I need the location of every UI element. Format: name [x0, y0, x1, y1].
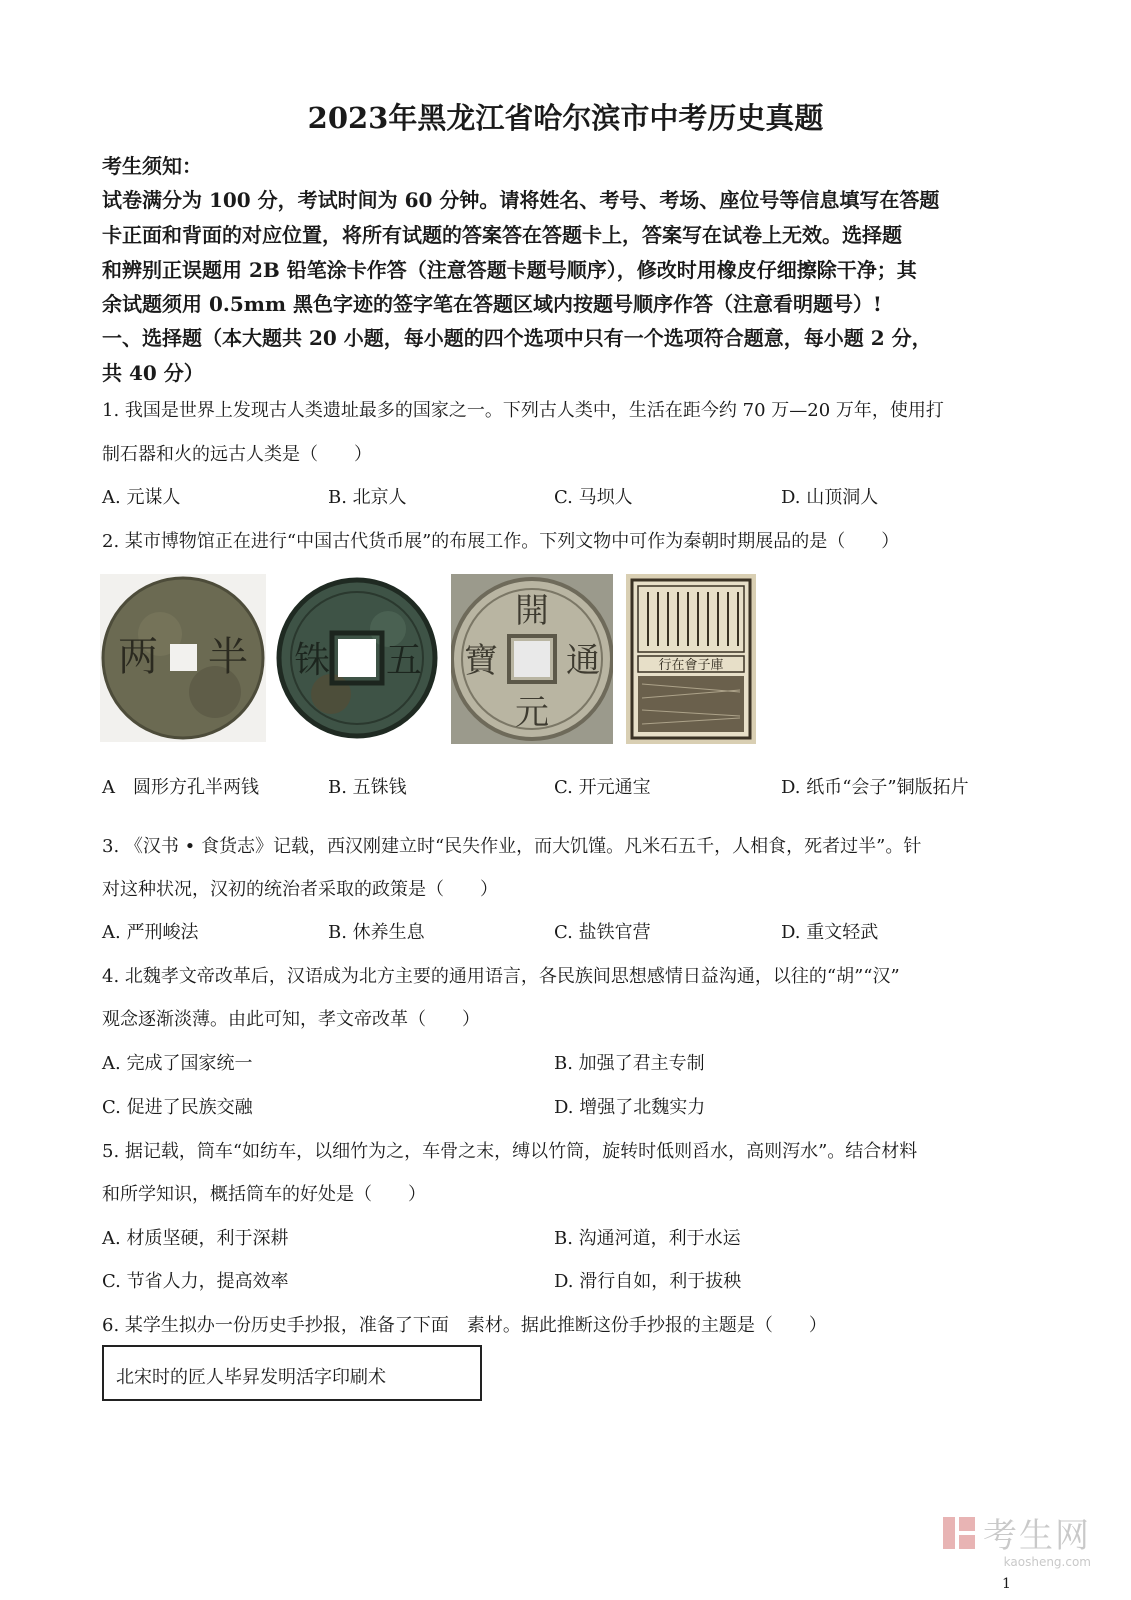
- banknote-label: 行在會子庫: [658, 658, 724, 673]
- notice-line-1: 试卷满分为 100 分，考试时间为 60 分钟。请将姓名、考号、考场、座位号等信息填写在答题: [102, 188, 940, 212]
- watermark: [941, 1508, 1091, 1569]
- watermark-logo-icon: [941, 1515, 977, 1551]
- coin-c-char-top: 開: [515, 591, 549, 631]
- q1-option-a: A. 元谋人: [102, 487, 181, 508]
- q1-option-b: B. 北京人: [328, 487, 407, 508]
- page-number: 1: [1002, 1576, 1011, 1592]
- q5-option-d: D. 滑行自如，利于拔秧: [554, 1271, 742, 1292]
- q6-material-box: [102, 1345, 482, 1401]
- q6-stem: 6. 某学生拟办一份历史手抄报，准备了下面 素材。据此推断这份手抄报的主题是（ ）: [102, 1315, 827, 1336]
- kaiyuan-coin-image: [451, 574, 613, 744]
- ban-liang-coin-image: [100, 574, 266, 742]
- notice-line-2: 卡正面和背面的对应位置，将所有试题的答案答在答题卡上，答案写在试卷上无效。选择题: [102, 223, 902, 247]
- q4-option-b: B. 加强了君主专制: [554, 1053, 705, 1074]
- q4-option-c: C. 促进了民族交融: [102, 1097, 253, 1118]
- q3-stem-line-1: 3. 《汉书 • 食货志》记载，西汉刚建立时“民失作业，而大饥馑。凡米石五千，人相食，死者过半”。针: [102, 836, 922, 857]
- coin-b-char-2: 五: [385, 640, 423, 681]
- coin-a-char-2: 半: [208, 634, 248, 680]
- q6-material-text: 北宋时的匠人毕昇发明活字印刷术: [116, 1367, 386, 1388]
- q1-stem-line-2: 制石器和火的远古人类是（ ）: [102, 444, 372, 465]
- coin-c-char-right: 通: [566, 641, 600, 681]
- q3-stem-line-2: 对这种状况，汉初的统治者采取的政策是（ ）: [102, 879, 498, 900]
- q2-option-b: B. 五铢钱: [328, 777, 407, 798]
- section-heading: 一、选择题（本大题共 20 小题，每小题的四个选项中只有一个选项符合题意，每小题 2 分，: [102, 326, 932, 350]
- coin-c-char-bottom: 元: [515, 693, 549, 733]
- watermark-url: kaosheng.com: [1003, 1555, 1091, 1569]
- q4-stem-line-1: 4. 北魏孝文帝改革后，汉语成为北方主要的通用语言，各民族间思想感情日益沟通，以往的“胡”“汉”: [102, 966, 900, 987]
- q3-option-a: A. 严刑峻法: [102, 922, 199, 943]
- q5-stem-line-1: 5. 据记载，筒车“如纺车，以细竹为之，车骨之末，缚以竹筒，旋转时低则舀水，高则泻水”。结合材料: [102, 1141, 918, 1162]
- q1-option-d: D. 山顶洞人: [781, 487, 879, 508]
- q1-stem-line-1: 1. 我国是世界上发现古人类遗址最多的国家之一。下列古人类中，生活在距今约 70 万—20 万年，使用打: [102, 400, 944, 421]
- q3-option-d: D. 重文轻武: [781, 922, 879, 943]
- section-heading-cont: 共 40 分）: [102, 361, 204, 385]
- q2-option-c: C. 开元通宝: [554, 777, 651, 798]
- huizi-banknote-image: [626, 574, 756, 744]
- coin-b-char-1: 铢: [293, 640, 331, 681]
- coin-a-char-1: 两: [118, 634, 158, 680]
- q5-option-b: B. 沟通河道，利于水运: [554, 1228, 741, 1249]
- page-title: 2023年黑龙江省哈尔滨市中考历史真题: [307, 101, 824, 135]
- q5-option-c: C. 节省人力，提高效率: [102, 1271, 289, 1292]
- coin-c-char-left: 寶: [464, 641, 498, 681]
- q3-option-c: C. 盐铁官营: [554, 922, 651, 943]
- q3-option-b: B. 休养生息: [328, 922, 425, 943]
- q1-option-c: C. 马坝人: [554, 487, 633, 508]
- q4-option-d: D. 增强了北魏实力: [554, 1097, 706, 1118]
- q4-stem-line-2: 观念逐渐淡薄。由此可知，孝文帝改革（ ）: [102, 1009, 480, 1030]
- q4-option-a: A. 完成了国家统一: [102, 1053, 253, 1074]
- notice-line-3: 和辨别正误题用 2B 铅笔涂卡作答（注意答题卡题号顺序），修改时用橡皮仔细擦除干净；其: [102, 258, 917, 282]
- q5-stem-line-2: 和所学知识，概括筒车的好处是（ ）: [102, 1184, 426, 1205]
- q2-option-d: D. 纸币“会子”铜版拓片: [781, 777, 969, 798]
- watermark-brand: 考生网: [983, 1516, 1091, 1556]
- q2-stem: 2. 某市博物馆正在进行“中国古代货币展”的布展工作。下列文物中可作为秦朝时期展品的是（ ）: [102, 531, 900, 552]
- notice-heading: 考生须知：: [102, 154, 202, 178]
- wu-zhu-coin-image: [276, 574, 438, 742]
- notice-line-4: 余试题须用 0.5mm 黑色字迹的签字笔在答题区域内按题号顺序作答（注意看明题号）!: [102, 292, 882, 316]
- q5-option-a: A. 材质坚硬，利于深耕: [102, 1228, 289, 1249]
- q2-option-a: A 圆形方孔半两钱: [102, 777, 259, 798]
